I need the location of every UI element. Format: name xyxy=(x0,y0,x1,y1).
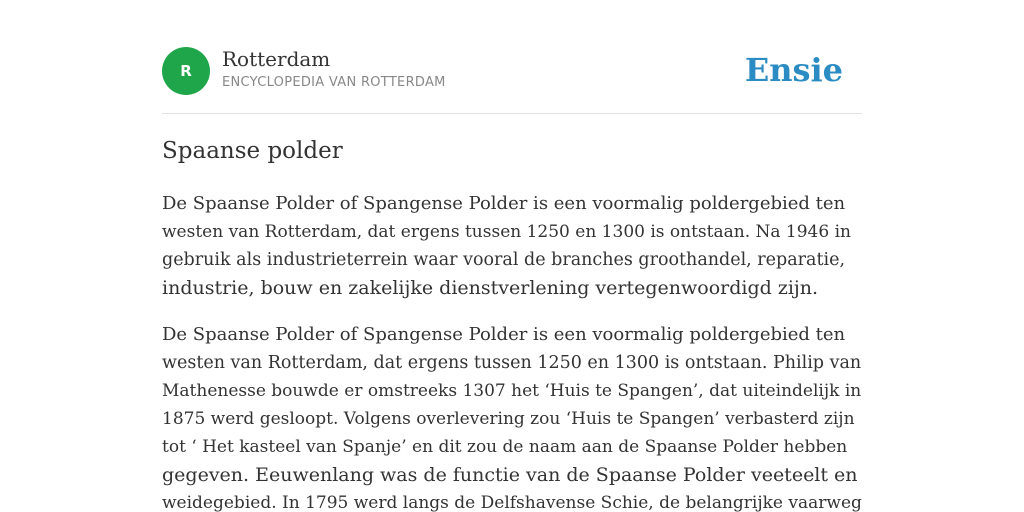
site-name[interactable]: Rotterdam xyxy=(222,47,331,71)
site-avatar[interactable]: R xyxy=(162,47,210,95)
paragraph-line: Mathenesse bouwde er omstreeks 1307 het ‘Huis te Spangen’, dat uiteindelijk in xyxy=(162,381,862,401)
paragraph-line: westen van Rotterdam, dat ergens tussen 1250 en 1300 is ontstaan. Na 1946 in xyxy=(162,222,851,242)
paragraph-line: De Spaanse Polder of Spangense Polder is een voormalig poldergebied ten xyxy=(162,193,846,214)
paragraph-line: weidegebied. In 1795 werd langs de Delfshavense Schie, de belangrijke vaarweg xyxy=(162,493,862,512)
article-paragraph xyxy=(162,190,862,302)
header-divider xyxy=(162,113,862,114)
paragraph-line: industrie, bouw en zakelijke dienstverlening vertegenwoordigd zijn. xyxy=(162,277,819,299)
paragraph-line: westen van Rotterdam, dat ergens tussen 1250 en 1300 is ontstaan. Philip van xyxy=(162,353,862,373)
paragraph-line: 1875 werd gesloopt. Volgens overlevering zou ‘Huis te Spangen’ verbasterd zijn xyxy=(162,409,855,429)
article-body xyxy=(162,190,862,512)
paragraph-line: gegeven. Eeuwenlang was de functie van de Spaanse Polder veeteelt en xyxy=(162,464,858,486)
ensie-logo[interactable]: Ensie xyxy=(744,51,843,89)
site-header xyxy=(162,47,862,95)
site-subtitle[interactable]: ENCYCLOPEDIA VAN ROTTERDAM xyxy=(222,75,446,90)
article-paragraph xyxy=(162,321,862,512)
article-title: Spaanse polder xyxy=(162,138,343,164)
paragraph-line: gebruik als industrieterrein waar vooral de branches groothandel, reparatie, xyxy=(162,250,846,270)
paragraph-line: De Spaanse Polder of Spangense Polder is een voormalig poldergebied ten xyxy=(162,324,846,345)
paragraph-line: tot ‘ Het kasteel van Spanje’ en dit zou de naam aan de Spaanse Polder hebben xyxy=(162,437,848,457)
